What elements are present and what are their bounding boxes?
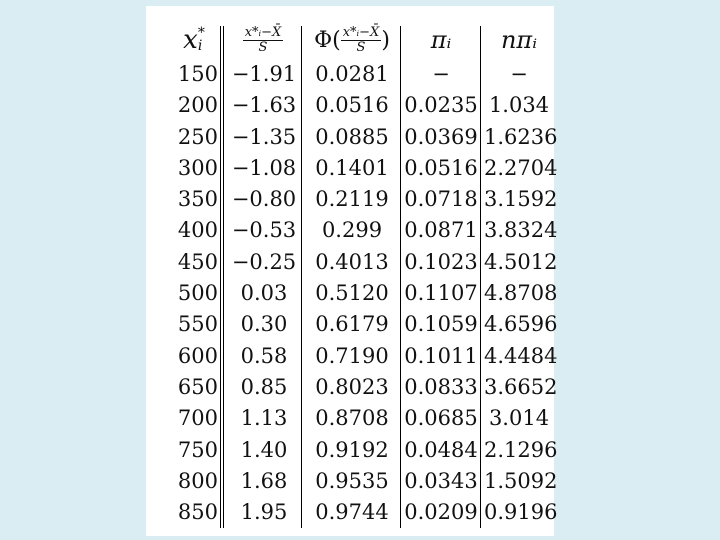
cell-npi: 1.6236	[484, 124, 558, 149]
cell-x: 550	[177, 312, 218, 337]
cell-x: 450	[177, 249, 218, 274]
cell-phi: 0.2119	[315, 187, 389, 212]
cell-z-score: 1.13	[240, 406, 288, 431]
cell-pi: 0.0369	[404, 124, 478, 149]
cell-x: 250	[177, 124, 218, 149]
cell-phi: 0.299	[321, 218, 383, 243]
cell-npi: 3.1592	[484, 187, 558, 212]
cell-phi: 0.8708	[315, 406, 389, 431]
cell-x: 200	[177, 93, 218, 118]
cell-pi: 0.0235	[404, 93, 478, 118]
z-denominator: S	[258, 39, 268, 55]
cell-x: 700	[177, 406, 218, 431]
cell-x: 850	[177, 500, 218, 525]
cell-npi: 2.2704	[484, 155, 558, 180]
table-row	[146, 247, 558, 278]
cell-z-score: 0.30	[240, 312, 288, 337]
cell-phi: 0.4013	[315, 249, 389, 274]
phi-fraction	[341, 26, 382, 55]
cell-x: 650	[177, 374, 218, 399]
cell-z-score: 1.40	[240, 437, 288, 462]
cell-z-score: 0.03	[240, 281, 288, 306]
cell-pi: 0.0516	[404, 155, 478, 180]
table-row	[146, 497, 558, 528]
cell-phi: 0.8023	[315, 374, 389, 399]
header-xi-sup: *	[197, 25, 205, 41]
table-row	[146, 466, 558, 497]
cell-pi: −	[432, 62, 450, 86]
cell-pi: 0.0833	[404, 374, 478, 399]
table-row	[146, 341, 558, 372]
table-row	[146, 372, 558, 403]
cell-z-score: −0.80	[231, 187, 297, 212]
cell-z-score: −1.08	[231, 155, 297, 180]
table-row	[146, 403, 554, 434]
cell-x: 150	[177, 62, 218, 86]
cell-phi: 0.0516	[315, 93, 389, 118]
cell-npi: 1.5092	[484, 468, 558, 493]
cell-phi: 0.5120	[315, 281, 389, 306]
phi-suffix: )	[381, 27, 390, 53]
header-xi	[168, 20, 220, 60]
z-fraction	[243, 26, 284, 55]
phi-denominator: S	[356, 39, 366, 55]
cell-x: 600	[177, 343, 218, 368]
header-xi-sub: i	[197, 38, 203, 54]
cell-npi: 4.8708	[484, 281, 558, 306]
cell-z-score: 0.85	[240, 374, 288, 399]
table-row	[146, 59, 554, 90]
cell-z-score: −0.53	[231, 218, 297, 243]
cell-pi: 0.1011	[404, 343, 478, 368]
cell-pi: 0.0484	[404, 437, 478, 462]
cell-x: 800	[177, 468, 218, 493]
cell-npi: 3.8324	[484, 218, 558, 243]
cell-npi: 1.034	[488, 93, 550, 118]
table-row	[146, 215, 558, 246]
cell-z-score: 1.68	[240, 468, 288, 493]
phi-numerator: x*ᵢ−X̄	[342, 24, 380, 40]
header-z-score	[228, 20, 298, 60]
table-row	[146, 309, 558, 340]
cell-pi: 0.1023	[404, 249, 478, 274]
cell-pi: 0.1107	[404, 281, 478, 306]
cell-x: 350	[177, 187, 218, 212]
cell-npi: 3.014	[488, 406, 550, 431]
cell-z-score: 0.58	[240, 343, 288, 368]
cell-x: 500	[177, 281, 218, 306]
header-npi: nπᵢ	[500, 26, 538, 54]
cell-x: 300	[177, 155, 218, 180]
cell-pi: 0.0343	[404, 468, 478, 493]
table-row	[146, 122, 558, 153]
cell-npi: −	[510, 62, 528, 86]
cell-pi: 0.0871	[404, 218, 478, 243]
cell-phi: 0.9744	[315, 500, 389, 525]
cell-pi: 0.0718	[404, 187, 478, 212]
cell-phi: 0.6179	[315, 312, 389, 337]
cell-npi: 4.4484	[484, 343, 558, 368]
table-row	[146, 278, 558, 309]
cell-z-score: −1.35	[231, 124, 297, 149]
cell-x: 750	[177, 437, 218, 462]
table-panel	[146, 6, 558, 536]
header-phi	[306, 20, 398, 60]
table-row	[146, 184, 558, 215]
cell-phi: 0.1401	[315, 155, 389, 180]
cell-phi: 0.7190	[315, 343, 389, 368]
cell-phi: 0.0885	[315, 124, 389, 149]
cell-phi: 0.9192	[315, 437, 389, 462]
phi-prefix: Φ(	[314, 27, 341, 53]
cell-npi: 4.6596	[484, 312, 558, 337]
cell-z-score: −1.91	[231, 62, 297, 86]
cell-npi: 3.6652	[484, 374, 558, 399]
table-row	[146, 435, 558, 466]
cell-z-score: −0.25	[231, 249, 297, 274]
cell-npi: 4.5012	[484, 249, 558, 274]
cell-x: 400	[177, 218, 218, 243]
table-row	[146, 153, 558, 184]
header-xi-base: x	[183, 25, 198, 55]
cell-phi: 0.0281	[315, 62, 389, 86]
cell-pi: 0.1059	[404, 312, 478, 337]
header-pi: πᵢ	[430, 26, 452, 54]
cell-npi: 0.9196	[484, 500, 558, 525]
cell-z-score: −1.63	[231, 93, 297, 118]
cell-phi: 0.9535	[315, 468, 389, 493]
table-row	[146, 90, 554, 121]
cell-npi: 2.1296	[484, 437, 558, 462]
cell-pi: 0.0209	[404, 500, 478, 525]
cell-pi: 0.0685	[404, 406, 478, 431]
cell-z-score: 1.95	[240, 500, 288, 525]
table-body	[146, 59, 558, 528]
z-numerator: x*ᵢ−X̄	[244, 24, 282, 40]
